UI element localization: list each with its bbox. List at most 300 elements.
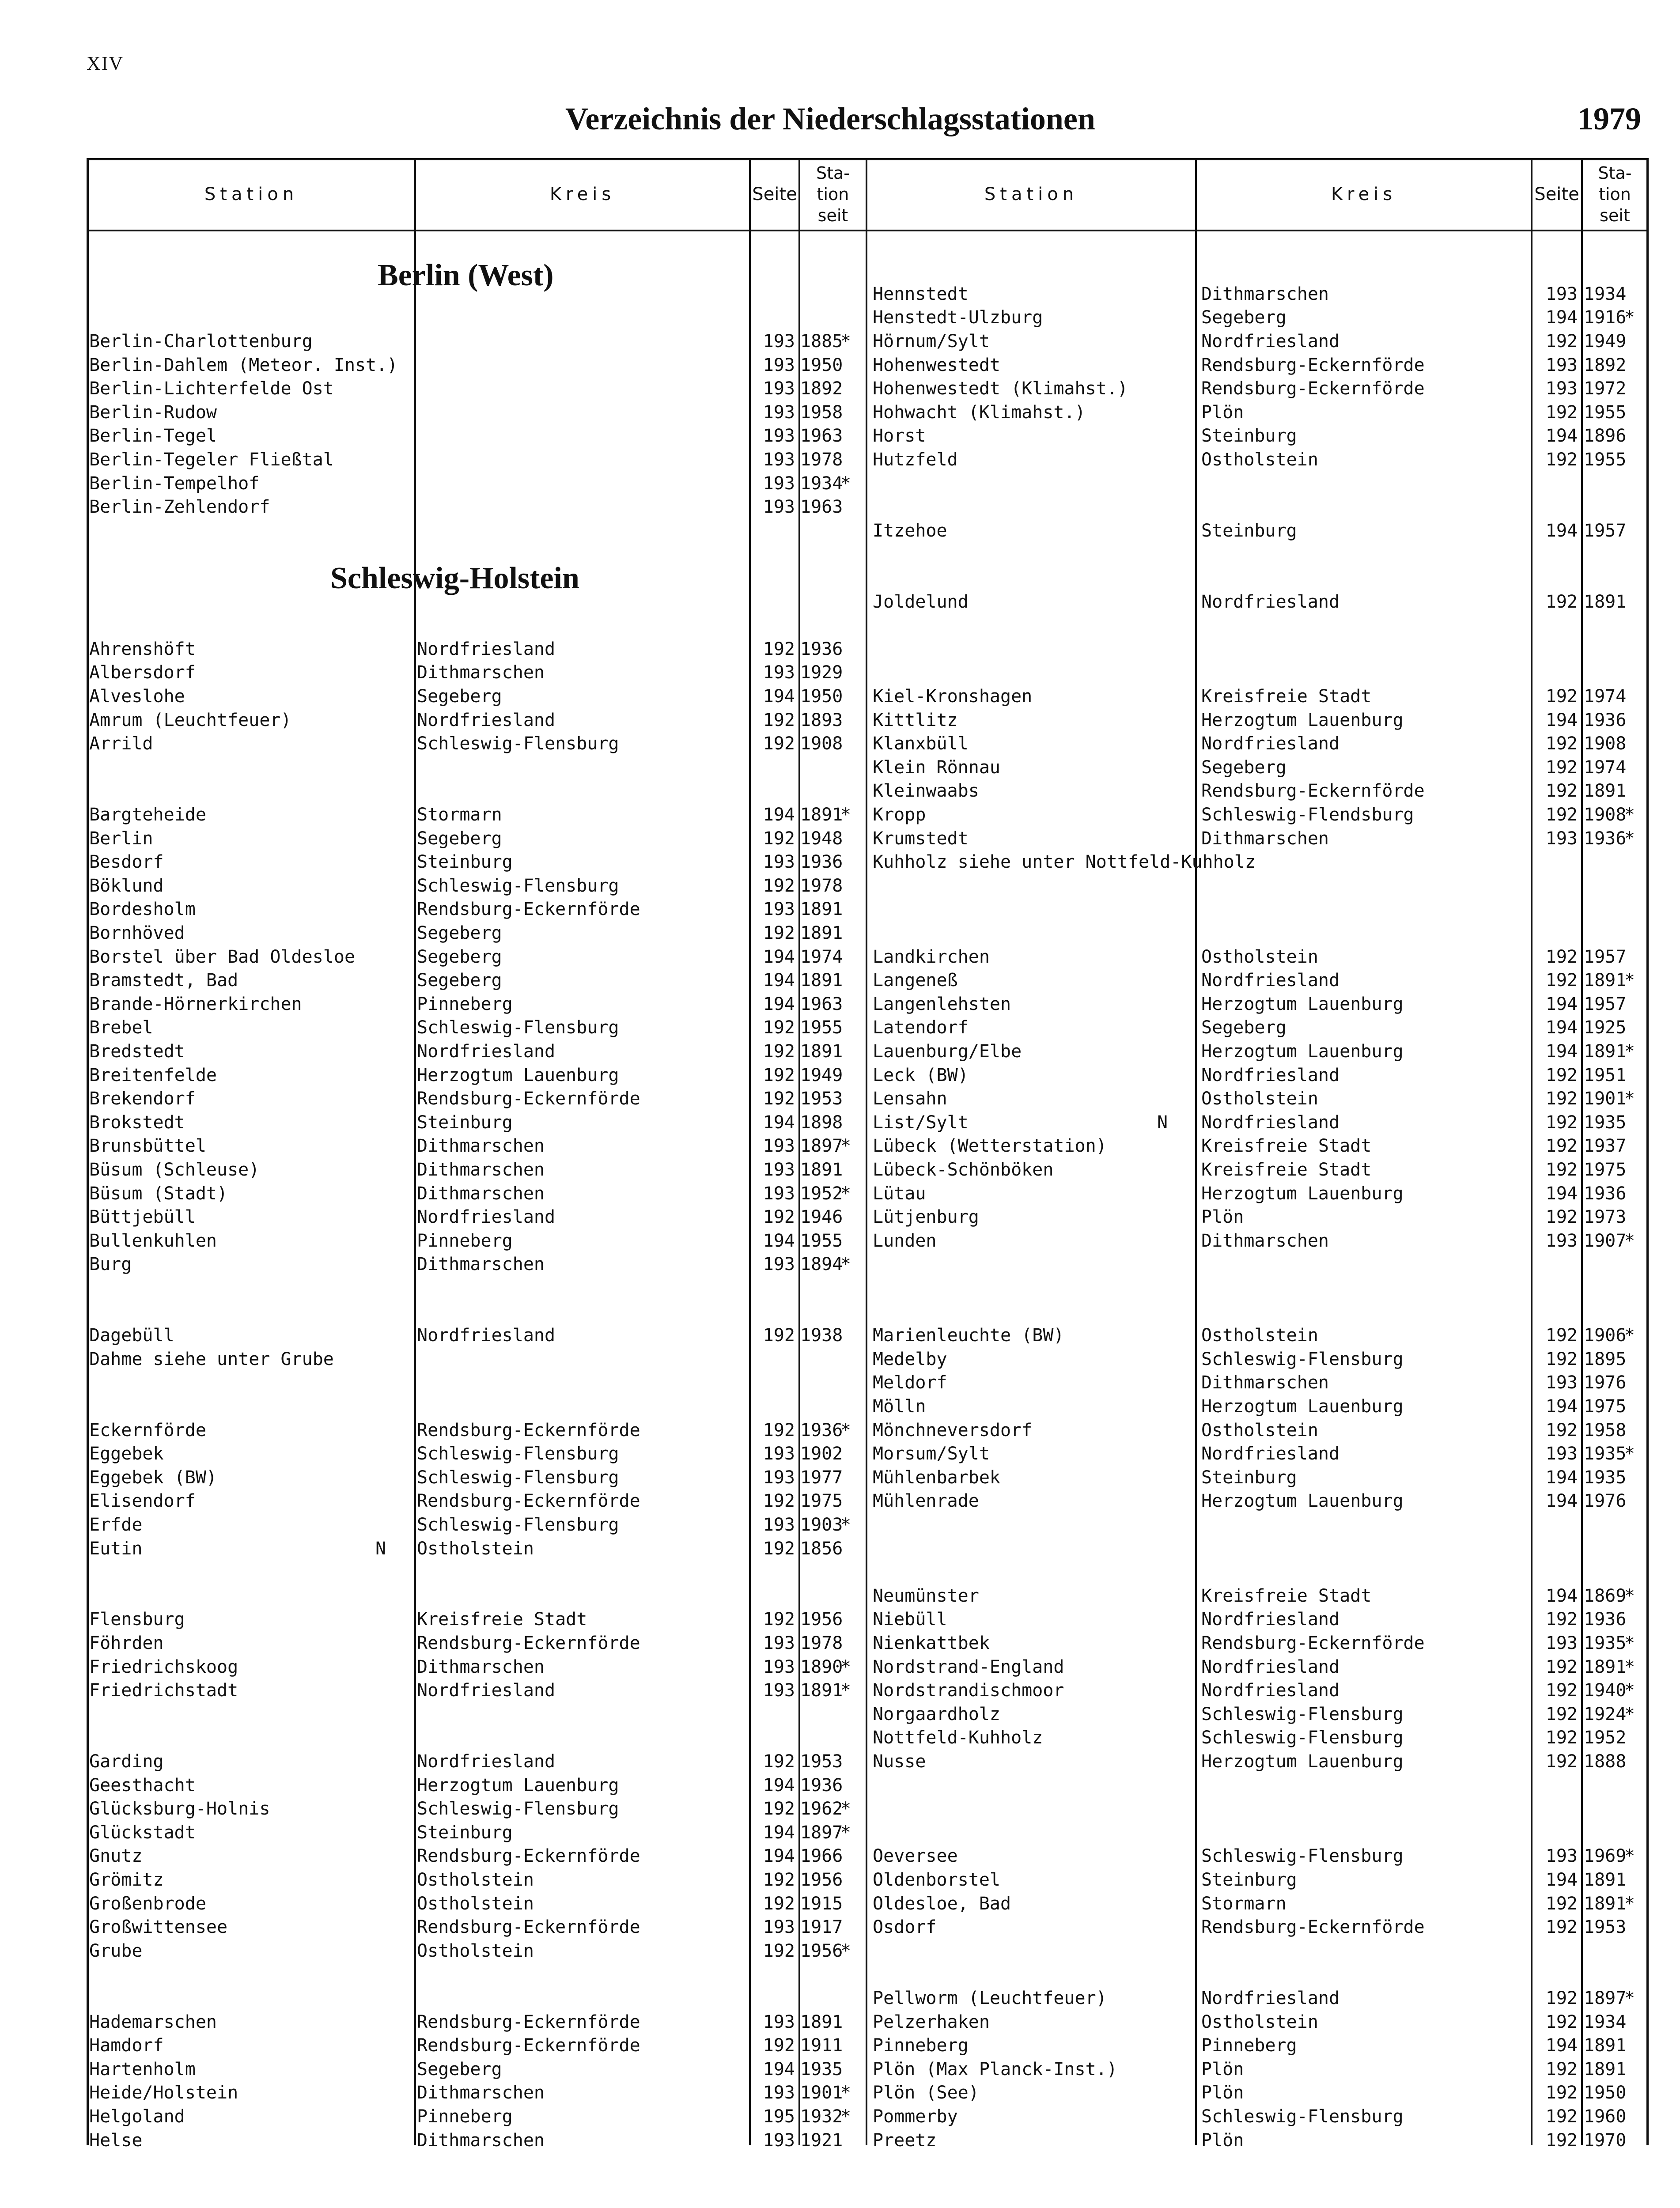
station-name: Büttjebüll [89,1207,196,1228]
page-number-cell: 192 [763,1089,795,1109]
kreis-name: Schleswig-Flensburg [1201,2106,1404,2127]
kreis-name: Ostholstein [1201,450,1318,470]
station-name: Gnutz [89,1846,143,1867]
year-label: 1979 [1578,101,1641,136]
station-name: Joldelund [873,591,969,612]
station-name: Berlin-Tempelhof [89,473,260,494]
year-since: 1856 [800,1538,843,1559]
year-since: 1891 [1584,591,1627,612]
column-divider [414,158,416,2145]
page-number-cell: 194 [763,946,795,967]
year-since: 1977 [800,1467,843,1488]
kreis-name: Stormarn [417,805,502,825]
page-number-cell: 192 [1545,1656,1578,1677]
page-number-cell: 192 [1545,1704,1578,1724]
year-since: 1938 [800,1325,843,1346]
station-name: Pinneberg [873,2035,969,2056]
header-station-seit [1583,160,1647,229]
center-divider [866,158,867,2145]
year-since: 1935 [1584,1112,1627,1133]
station-name: Lütjenburg [873,1207,979,1228]
station-name: Kropp [873,805,926,825]
kreis-name: Steinburg [417,1112,513,1133]
year-since: 1921 [800,2130,843,2151]
year-since: 1958 [1584,1420,1627,1440]
station-name: Bordesholm [89,899,196,920]
page-number-cell: 193 [763,2083,795,2103]
year-since: 1949 [800,1065,843,1085]
asterisk-marker: * [841,1656,850,1677]
year-since: 1891 [800,1680,843,1701]
asterisk-marker: * [1625,1444,1634,1464]
page-number-cell: 194 [763,2059,795,2079]
year-since: 1936 [800,1420,843,1440]
kreis-name: Dithmarschen [1201,828,1329,849]
page-number-cell: 194 [1545,1491,1578,1512]
year-since: 1978 [800,450,843,470]
kreis-name: Schleswig-Flensburg [417,733,619,754]
kreis-name: Nordfriesland [1201,331,1340,352]
kreis-name: Dithmarschen [417,1136,545,1157]
asterisk-marker: * [841,2106,850,2127]
station-name: Nienkattbek [873,1633,990,1653]
station-name: Hohenwestedt (Klimahst.) [873,378,1128,399]
year-since: 1907 [1584,1230,1627,1251]
station-name: Friedrichskoog [89,1656,238,1677]
station-name: Eutin [89,1538,143,1559]
station-name: Kiel-Kronshagen [873,686,1033,707]
year-since: 1969 [1584,1846,1627,1867]
year-since: 1950 [1584,2083,1627,2103]
year-since: 1891 [800,1041,843,1062]
page-number-cell: 192 [1545,402,1578,423]
kreis-name: Dithmarschen [1201,284,1329,304]
column-divider [1195,158,1197,2145]
year-since: 1891 [800,970,843,991]
year-since: 1894 [800,1254,843,1275]
year-since: 1935 [1584,1633,1627,1653]
station-name: Brebel [89,1017,153,1038]
page-number-cell: 192 [1545,2059,1578,2079]
page-number-cell: 194 [1545,426,1578,446]
year-since: 1976 [1584,1491,1627,1512]
year-since: 1975 [1584,1396,1627,1417]
page-number-cell: 193 [763,1633,795,1653]
year-since: 1890 [800,1656,843,1677]
page-number-cell: 192 [1545,1988,1578,2008]
kreis-name: Rendsburg-Eckernförde [1201,1633,1425,1653]
kreis-name: Nordfriesland [1201,1988,1340,2008]
asterisk-marker: * [1625,1041,1634,1062]
page-number-cell: 194 [1545,1041,1578,1062]
station-name: Lauenburg/Elbe [873,1041,1022,1062]
kreis-name: Ostholstein [1201,946,1318,967]
page-number-cell: 194 [1545,1396,1578,1417]
kreis-name: Plön [1201,2083,1244,2103]
page-number-cell: 193 [1545,1633,1578,1653]
year-since: 1934 [1584,284,1627,304]
asterisk-marker: * [1625,805,1634,825]
page-number-cell: 194 [1545,1585,1578,1606]
asterisk-marker: * [1625,1230,1634,1251]
station-name: Hutzfeld [873,450,958,470]
header-station-seit-line: Sta- [1598,163,1632,183]
page-number-cell: 192 [1545,733,1578,754]
station-name: Klanxbüll [873,733,969,754]
year-since: 1937 [1584,1136,1627,1157]
page-number-cell: 193 [763,1515,795,1535]
page-title: Verzeichnis der Niederschlagsstationen [565,101,1095,136]
year-since: 1950 [800,686,843,707]
asterisk-marker: * [841,1680,850,1701]
year-since: 1917 [800,1917,843,1938]
kreis-name: Steinburg [1201,1467,1297,1488]
asterisk-marker: * [841,331,850,352]
year-since: 1962 [800,1799,843,1819]
header-kreis: Kreis [1331,184,1397,204]
station-name: Morsum/Sylt [873,1444,990,1464]
station-name: Leck (BW) [873,1065,969,1085]
kreis-name: Nordfriesland [1201,1444,1340,1464]
station-name: Lensahn [873,1089,947,1109]
page-number-cell: 194 [1545,2035,1578,2056]
year-since: 1891 [1584,1870,1627,1890]
page-number-cell: 192 [1545,1751,1578,1772]
kreis-name: Rendsburg-Eckernförde [1201,1917,1425,1938]
asterisk-marker: * [841,805,850,825]
station-name: Heide/Holstein [89,2083,238,2103]
year-since: 1897 [1584,1988,1627,2008]
asterisk-marker: * [1625,1585,1634,1606]
station-name: Büsum (Stadt) [89,1183,228,1204]
year-since: 1975 [1584,1160,1627,1180]
kreis-name: Herzogtum Lauenburg [1201,1041,1404,1062]
page-number-cell: 192 [1545,970,1578,991]
station-name: Burg [89,1254,132,1275]
page-number-cell: 193 [763,378,795,399]
kreis-name: Segeberg [1201,307,1286,328]
page-number-cell: 192 [1545,1065,1578,1085]
page-number-cell: 192 [1545,1728,1578,1748]
header-station-seit-line: tion [1599,185,1631,204]
page-number-cell: 195 [763,2106,795,2127]
kreis-name: Schleswig-Flensburg [417,1515,619,1535]
asterisk-marker: * [841,473,850,494]
station-name: Hörnum/Sylt [873,331,990,352]
kreis-name: Ostholstein [1201,2011,1318,2032]
station-name: Breitenfelde [89,1065,217,1085]
page-number-cell: 192 [1545,1325,1578,1346]
station-name: Mühlenbarbek [873,1467,1000,1488]
kreis-name: Steinburg [417,1822,513,1843]
year-since: 1958 [800,402,843,423]
station-name: Besdorf [89,852,164,873]
station-name: Nordstrand-England [873,1656,1064,1677]
page-number-cell: 193 [763,1917,795,1938]
kreis-name: Nordfriesland [1201,970,1340,991]
asterisk-marker: * [1625,828,1634,849]
asterisk-marker: * [1625,1656,1634,1677]
station-name: Mühlenrade [873,1491,979,1512]
station-name: Grömitz [89,1870,164,1890]
station-name: Helgoland [89,2106,185,2127]
page-number-cell: 192 [1545,1112,1578,1133]
page-number-cell: 194 [1545,710,1578,730]
station-name: Lübeck (Wetterstation) [873,1136,1107,1157]
asterisk-marker: * [841,1515,850,1535]
page-number-cell: 194 [1545,1467,1578,1488]
year-since: 1951 [1584,1065,1627,1085]
page-number-cell: 192 [1545,781,1578,802]
kreis-name: Pinneberg [1201,2035,1297,2056]
station-name: Bargteheide [89,805,206,825]
station-name: Latendorf [873,1017,969,1038]
station-name: Berlin-Lichterfelde Ost [89,378,334,399]
page-number-cell: 193 [763,331,795,352]
page-number-cell: 193 [763,2011,795,2032]
header-station-seit [800,160,866,229]
page-number-cell: 193 [763,1444,795,1464]
kreis-name: Nordfriesland [417,1207,556,1228]
year-since: 1892 [800,378,843,399]
year-since: 1908 [800,733,843,754]
page-number-cell: 192 [763,1609,795,1630]
page-number-cell: 192 [763,1491,795,1512]
page-number-cell: 193 [763,1656,795,1677]
page-number-cell: 192 [1545,686,1578,707]
asterisk-marker: * [841,2083,850,2103]
station-name: Großenbrode [89,1893,206,1914]
header-station: Station [984,184,1078,204]
year-since: 1973 [1584,1207,1627,1228]
year-since: 1891 [800,899,843,920]
year-since: 1936 [1584,710,1627,730]
year-since: 1908 [1584,733,1627,754]
year-since: 1963 [800,426,843,446]
kreis-name: Dithmarschen [417,662,545,683]
station-name: Langeneß [873,970,958,991]
year-since: 1978 [800,1633,843,1653]
year-since: 1949 [1584,331,1627,352]
page-number-cell: 192 [1545,1089,1578,1109]
kreis-name: Kreisfreie Stadt [1201,686,1372,707]
page-number-cell: 192 [1545,757,1578,778]
year-since: 1974 [1584,686,1627,707]
station-name: Brunsbüttel [89,1136,206,1157]
station-name: Horst [873,426,926,446]
kreis-name: Plön [1201,1207,1244,1228]
kreis-name: Nordfriesland [417,1041,556,1062]
station-name: Arrild [89,733,153,754]
page-number-cell: 193 [1545,1444,1578,1464]
year-since: 1891 [1584,970,1627,991]
station-name: Grube [89,1940,143,1961]
page-number-cell: 192 [1545,1609,1578,1630]
asterisk-marker: * [841,1822,850,1843]
year-since: 1895 [1584,1349,1627,1369]
station-name: Brande-Hörnerkirchen [89,994,302,1014]
kreis-name: Nordfriesland [417,1325,556,1346]
page-number-cell: 192 [763,1420,795,1440]
page-number-cell: 193 [763,426,795,446]
kreis-name: Schleswig-Flensburg [1201,1846,1404,1867]
station-name: Landkirchen [873,946,990,967]
kreis-name: Schleswig-Flensburg [417,1017,619,1038]
year-since: 1891 [800,923,843,943]
station-name: Büsum (Schleuse) [89,1160,260,1180]
kreis-name: Plön [1201,2059,1244,2079]
year-since: 1956 [800,1870,843,1890]
year-since: 1893 [800,710,843,730]
kreis-name: Plön [1201,2130,1244,2151]
kreis-name: Nordfriesland [1201,1065,1340,1085]
kreis-name: Steinburg [417,852,513,873]
year-since: 1946 [800,1207,843,1228]
year-since: 1891 [1584,1041,1627,1062]
page-number-cell: 193 [763,2130,795,2151]
asterisk-marker: * [841,1254,850,1275]
kreis-name: Herzogtum Lauenburg [417,1065,619,1085]
station-name: Oeversee [873,1846,958,1867]
page-number-cell: 194 [1545,520,1578,541]
page-number-cell: 194 [1545,1183,1578,1204]
header-seite: Seite [752,184,797,204]
station-name: Nusse [873,1751,926,1772]
kreis-name: Nordfriesland [1201,1656,1340,1677]
kreis-name: Rendsburg-Eckernförde [1201,781,1425,802]
kreis-name: Schleswig-Flensburg [1201,1704,1404,1724]
asterisk-marker: * [1625,1089,1634,1109]
station-name: Bornhöved [89,923,185,943]
year-since: 1953 [800,1751,843,1772]
page-number-cell: 192 [1545,2011,1578,2032]
station-name: Berlin-Dahlem (Meteor. Inst.) [89,355,398,375]
page-number-cell: 192 [1545,1136,1578,1157]
kreis-name: Rendsburg-Eckernförde [1201,355,1425,375]
kreis-name: Herzogtum Lauenburg [1201,1751,1404,1772]
year-since: 1911 [800,2035,843,2056]
year-since: 1963 [800,994,843,1014]
station-name: Pommerby [873,2106,958,2127]
year-since: 1950 [800,355,843,375]
page-number-cell: 192 [763,710,795,730]
station-name: Mönchneversdorf [873,1420,1033,1440]
year-since: 1940 [1584,1680,1627,1701]
kreis-name: Pinneberg [417,1230,513,1251]
header-kreis: Kreis [549,184,616,204]
year-since: 1975 [800,1491,843,1512]
year-since: 1936 [800,852,843,873]
station-name: Preetz [873,2130,937,2151]
page-number-cell: 192 [763,1751,795,1772]
station-name: Berlin-Rudow [89,402,217,423]
kreis-name: Ostholstein [417,1893,534,1914]
page-number-cell: 194 [763,1822,795,1843]
page-number-cell: 193 [763,1136,795,1157]
station-name: Medelby [873,1349,947,1369]
page-number-cell: 192 [763,1017,795,1038]
kreis-name: Ostholstein [1201,1089,1318,1109]
year-since: 1935 [1584,1467,1627,1488]
page-number-cell: 194 [1545,1870,1578,1890]
kreis-name: Rendsburg-Eckernförde [417,1917,640,1938]
station-name: Amrum (Leuchtfeuer) [89,710,291,730]
page-number-cell: 192 [763,1041,795,1062]
page-number-cell: 194 [1545,1017,1578,1038]
year-since: 1891 [800,2011,843,2032]
year-since: 1903 [800,1515,843,1535]
asterisk-marker: * [841,1136,850,1157]
kreis-name: Rendsburg-Eckernförde [417,2035,640,2056]
station-name: Itzehoe [873,520,947,541]
year-since: 1869 [1584,1585,1627,1606]
page-number-cell: 193 [763,1254,795,1275]
kreis-name: Plön [1201,402,1244,423]
kreis-name: Steinburg [1201,426,1297,446]
page-number-cell: 192 [1545,2083,1578,2103]
kreis-name: Pinneberg [417,994,513,1014]
page-number-cell: 192 [1545,1680,1578,1701]
year-since: 1955 [1584,402,1627,423]
station-name: Osdorf [873,1917,937,1938]
page-number-cell: 192 [763,923,795,943]
kreis-name: Schleswig-Flensburg [417,1444,619,1464]
year-since: 1957 [1584,994,1627,1014]
page-number-cell: 193 [763,450,795,470]
year-since: 1935 [1584,1444,1627,1464]
header-divider [87,230,1649,231]
year-since: 1948 [800,828,843,849]
page-number-cell: 192 [763,828,795,849]
year-since: 1976 [1584,1372,1627,1393]
station-name: Kittlitz [873,710,958,730]
asterisk-marker: * [841,1183,850,1204]
page-number-cell: 192 [763,639,795,659]
page-number-cell: 194 [763,1230,795,1251]
year-since: 1956 [800,1940,843,1961]
kreis-name: Rendsburg-Eckernförde [417,1420,640,1440]
station-name: Nottfeld-Kuhholz [873,1728,1043,1748]
year-since: 1955 [800,1230,843,1251]
year-since: 1936 [1584,828,1627,849]
station-name: Eggebek (BW) [89,1467,217,1488]
year-since: 1891 [800,805,843,825]
year-since: 1974 [800,946,843,967]
page-number-cell: 192 [1545,2130,1578,2151]
header-station-seit-line: Sta- [816,163,850,183]
station-name: Krumstedt [873,828,969,849]
year-since: 1934 [1584,2011,1627,2032]
station-name: Oldesloe, Bad [873,1893,1011,1914]
page-number-cell: 193 [1545,284,1578,304]
asterisk-marker: * [1625,1680,1634,1701]
kreis-name: Schleswig-Flendsburg [1201,805,1414,825]
year-since: 1891 [1584,2035,1627,2056]
station-name: List/Sylt [873,1112,969,1133]
page-number-cell: 193 [763,1467,795,1488]
page-number-cell: 193 [763,1680,795,1701]
year-since: 1960 [1584,2106,1627,2127]
page-number-cell: 193 [1545,1372,1578,1393]
station-name: Oldenborstel [873,1870,1000,1890]
kreis-name: Schleswig-Flensburg [1201,1349,1404,1369]
page-number-cell: 194 [1545,994,1578,1014]
header-station-seit-line: seit [1600,206,1630,225]
year-since: 1916 [1584,307,1627,328]
kreis-name: Pinneberg [417,2106,513,2127]
year-since: 1936 [800,639,843,659]
page-number-cell: 192 [1545,2106,1578,2127]
